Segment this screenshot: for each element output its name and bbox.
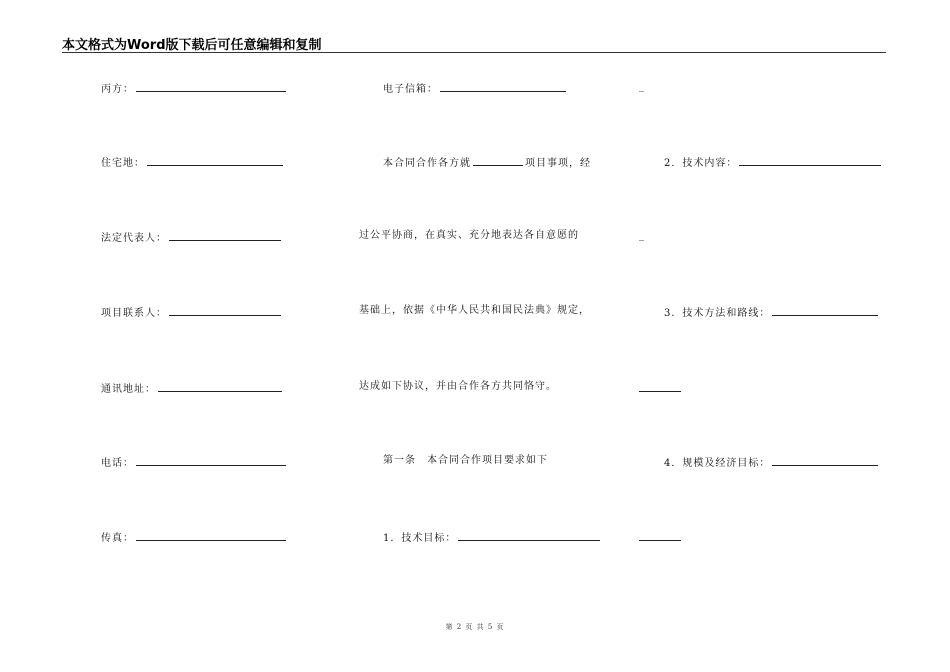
field-fax-blank xyxy=(136,529,286,541)
continuation-mark-2: _ xyxy=(639,230,645,241)
field-tech-goal-blank xyxy=(458,529,600,541)
continuation-blank-1 xyxy=(639,380,681,397)
header-divider xyxy=(62,52,886,53)
field-legal-rep-label: 法定代表人： xyxy=(101,233,167,244)
field-mail-address-label: 通讯地址： xyxy=(101,384,156,395)
field-fax-label: 传真： xyxy=(101,533,134,544)
field-scale-goal-label: 4．规模及经济目标： xyxy=(664,458,771,469)
field-tech-content xyxy=(664,154,881,171)
field-phone-blank xyxy=(136,454,286,466)
field-phone xyxy=(101,454,286,471)
field-tech-method xyxy=(664,304,878,321)
field-tech-method-label: 3．技术方法和路线： xyxy=(664,308,771,319)
field-legal-rep-blank xyxy=(169,229,281,241)
field-tech-content-blank xyxy=(739,154,881,166)
page-footer: 第 2 页 共 5 页 xyxy=(445,623,505,631)
field-mail-address xyxy=(101,380,282,397)
body-line-3: 基础上，依据《中华人民共和国民法典》规定， xyxy=(359,305,590,316)
continuation-blank-2 xyxy=(639,529,681,546)
field-email-blank xyxy=(440,80,566,92)
field-contact-blank xyxy=(169,304,281,316)
document-header-title: 本文格式为Word版下载后可任意编辑和复制 xyxy=(62,38,322,53)
continuation-blank-1-line xyxy=(639,380,681,392)
field-tech-goal xyxy=(383,529,600,546)
continuation-blank-2-line xyxy=(639,529,681,541)
field-contact xyxy=(101,304,281,321)
body-line-1-a: 本合同合作各方就 xyxy=(383,158,471,169)
field-scale-goal-blank xyxy=(772,454,878,466)
article-1-heading: 第一条 本合同合作项目要求如下 xyxy=(383,455,548,466)
body-line-4: 达成如下协议，并由合作各方共同恪守。 xyxy=(359,381,557,392)
field-bing-label: 丙方： xyxy=(101,84,134,95)
field-email-label: 电子信箱： xyxy=(383,84,438,95)
field-contact-label: 项目联系人： xyxy=(101,308,167,319)
field-tech-content-label: 2．技术内容： xyxy=(664,158,738,169)
field-address-blank xyxy=(147,154,283,166)
body-line-1-b: 项目事项，经 xyxy=(525,158,591,169)
field-tech-goal-label: 1．技术目标： xyxy=(383,533,457,544)
continuation-mark-1: _ xyxy=(639,81,645,92)
field-legal-rep xyxy=(101,229,281,246)
field-phone-label: 电话： xyxy=(101,458,134,469)
field-address xyxy=(101,154,283,171)
field-bing xyxy=(101,80,286,97)
body-line-1 xyxy=(383,154,591,171)
body-line-2: 过公平协商，在真实、充分地表达各自意愿的 xyxy=(359,230,579,241)
project-name-blank xyxy=(473,154,523,166)
field-address-label: 住宅地： xyxy=(101,158,145,169)
field-bing-blank xyxy=(136,80,286,92)
field-email xyxy=(383,80,566,97)
field-mail-address-blank xyxy=(158,380,282,392)
field-scale-goal xyxy=(664,454,878,471)
field-tech-method-blank xyxy=(772,304,878,316)
field-fax xyxy=(101,529,286,546)
